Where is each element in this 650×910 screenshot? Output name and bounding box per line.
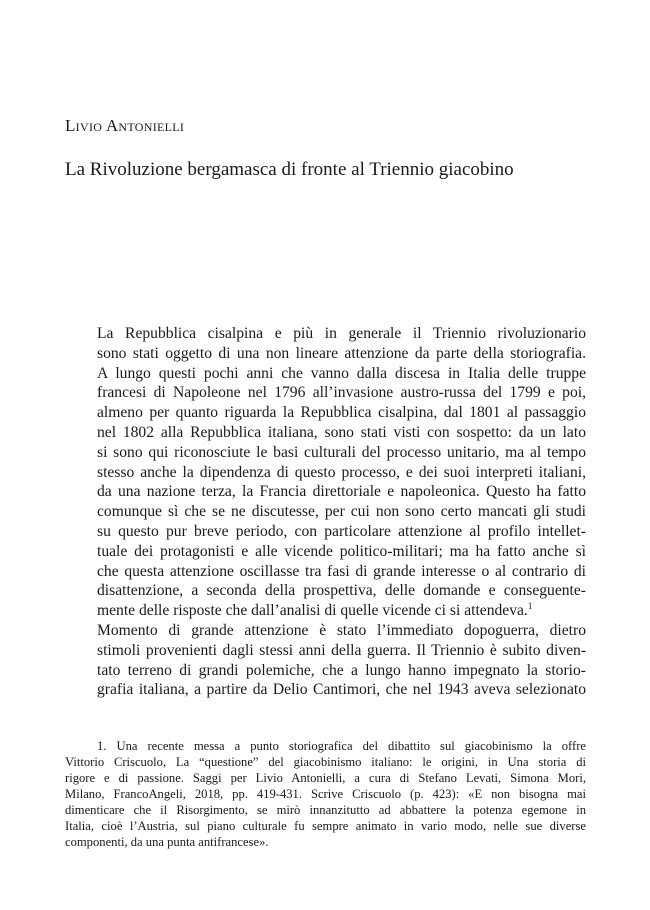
- footnote-line: rigore e di passione. Saggi per Livio Antonielli, a cura di Stefano Levati, Simona Mori,: [65, 771, 586, 785]
- footnote-line: Vittorio Criscuolo, La “questione” del giacobinismo italiano: le origini, in Una storia di: [65, 755, 586, 769]
- footnote-ref[interactable]: 1: [527, 601, 533, 612]
- text-line: si sono qui riconosciute le basi culturali del processo unitario, ma al tempo: [97, 443, 586, 461]
- paragraph-1: [65, 324, 586, 621]
- text-line: La Repubblica cisalpina e più in generale il Triennio rivoluzionario: [97, 325, 586, 342]
- footnote-line: Italia, cioè l’Austria, sul piano culturale fu sempre animato in vario modo, nelle sue diverse: [65, 819, 586, 833]
- paragraph-2: [65, 621, 586, 700]
- text-line: nel 1802 alla Repubblica italiana, sono stati visti con sospetto: da un lato: [97, 423, 586, 441]
- text-line: almeno per quanto riguarda la Repubblica cisalpina, dal 1801 al passaggio: [97, 404, 586, 422]
- text-line: stesso anche la dipendenza di questo processo, e dei suoi interpreti italiani,: [97, 463, 586, 481]
- chapter-title: La Rivoluzione bergamasca di fronte al Triennio giacobino: [65, 159, 514, 180]
- body-text: [65, 324, 586, 700]
- text-line: Momento di grande attenzione è stato l’immediato dopoguerra, dietro: [97, 621, 586, 639]
- text-line: tuale dei protagonisti e alle vicende politico-militari; ma ha fatto anche sì: [97, 542, 586, 560]
- footnote-line: Milano, FrancoAngeli, 2018, pp. 419-431. Scrive Criscuolo (p. 423): «E non bisogna mai: [65, 787, 586, 801]
- text-line: comunque sì che se ne discutesse, per cui non sono certo mancati gli studi: [97, 503, 586, 521]
- text-line: stimoli provenienti dagli stessi anni della guerra. Il Triennio è subito diven-: [97, 641, 586, 659]
- text-line: da una nazione terza, la Francia direttoriale e napoleonica. Questo ha fatto: [97, 483, 586, 501]
- text-line-content: mente delle risposte che dall’analisi di quelle vicende ci si attendeva.: [97, 602, 528, 620]
- text-line: disattenzione, a seconda della prospettiva, delle domande e conseguente-: [97, 582, 586, 600]
- footnote-line: dimenticare che il Risorgimento, se mirò innanzitutto ad abbattere la potenza egemone in: [65, 803, 586, 817]
- text-line: [65, 601, 586, 621]
- text-line: grafia italiana, a partire da Delio Cantimori, che nel 1943 aveva selezionato: [97, 681, 586, 699]
- author-name: Livio Antonielli: [65, 116, 185, 135]
- text-line: francesi di Napoleone nel 1796 all’invasione austro-russa del 1799 e poi,: [97, 384, 586, 402]
- text-line: che questa attenzione oscillasse tra fasi di grande interesse o al contrario di: [97, 562, 586, 580]
- footnote-line: 1. Una recente messa a punto storiografica del dibattito sul giacobinismo la offre: [97, 739, 586, 753]
- footnote-line: componenti, da una punta antifrancese».: [65, 835, 269, 849]
- text-line: su questo pur breve periodo, con particolare attenzione al profilo intellet-: [97, 522, 586, 540]
- text-line: tato terreno di grandi polemiche, che a lungo hanno impegnato la storio-: [97, 661, 586, 679]
- text-line: sono stati oggetto di una non lineare attenzione da parte della storiografia.: [97, 344, 586, 362]
- footnote-1: [65, 738, 586, 850]
- text-line: A lungo questi pochi anni che vanno dalla discesa in Italia delle truppe: [97, 364, 586, 382]
